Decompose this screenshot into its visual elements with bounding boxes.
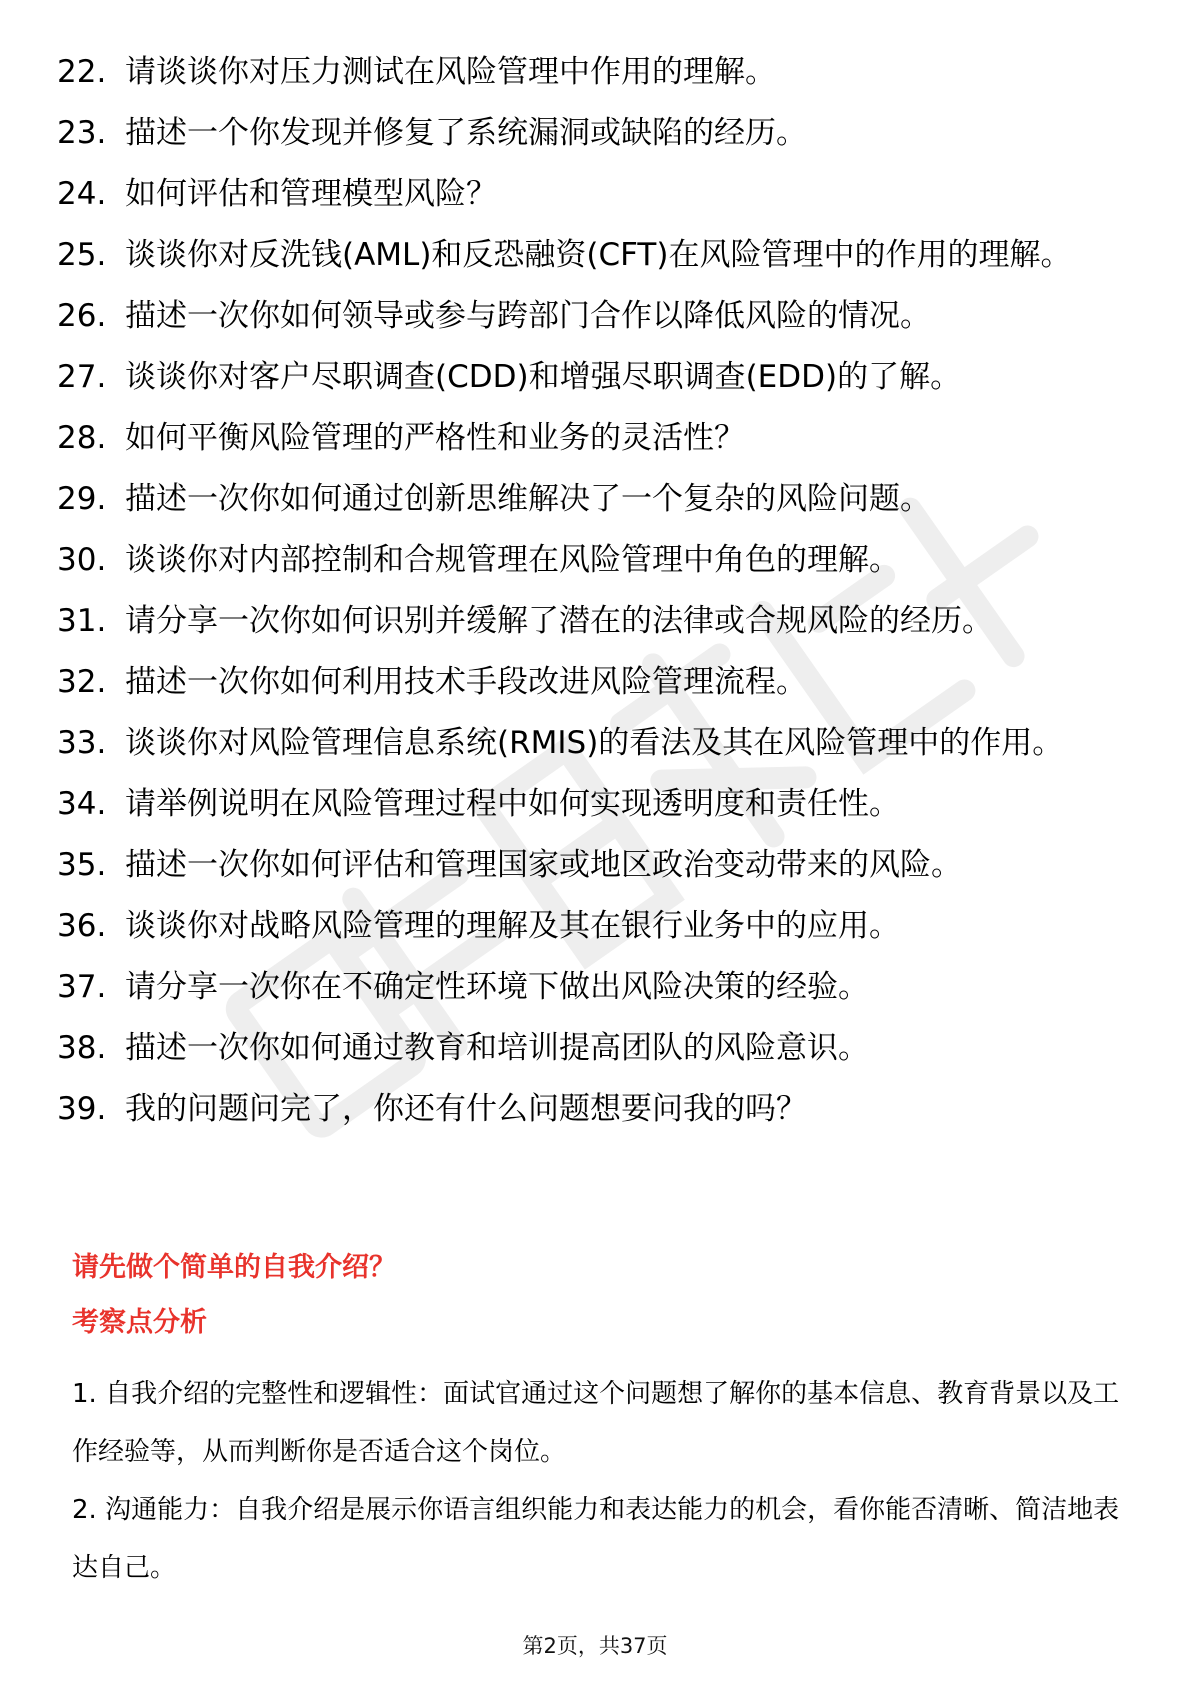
list-item [57, 723, 1127, 763]
question-number: 38. [57, 1030, 107, 1066]
question-number: 37. [57, 969, 107, 1005]
question-text: 谈谈你对反洗钱(AML)和反恐融资(CFT)在风险管理中的作用的理解。 [125, 237, 1072, 273]
question-text: 谈谈你对内部控制和合规管理在风险管理中角色的理解。 [125, 542, 900, 578]
question-text: 请分享一次你在不确定性环境下做出风险决策的经验。 [125, 969, 869, 1005]
analysis-point: 2. 沟通能力：自我介绍是展示你语言组织能力和表达能力的机会，看你能否清晰、简洁地表达自己。 [72, 1495, 1120, 1583]
analysis-point: 1. 自我介绍的完整性和逻辑性：面试官通过这个问题想了解你的基本信息、教育背景以及工作经验等，从而判断你是否适合这个岗位。 [72, 1379, 1120, 1467]
list-item [57, 662, 1127, 702]
question-number: 31. [57, 603, 107, 639]
question-text: 谈谈你对风险管理信息系统(RMIS)的看法及其在风险管理中的作用。 [125, 725, 1064, 761]
question-text: 描述一次你如何通过创新思维解决了一个复杂的风险问题。 [125, 481, 931, 517]
list-item [57, 967, 1127, 1007]
question-number: 28. [57, 420, 107, 456]
question-text: 如何平衡风险管理的严格性和业务的灵活性？ [125, 420, 745, 456]
list-item [57, 784, 1127, 824]
question-list [57, 52, 1127, 1150]
analysis-body [72, 1365, 1122, 1597]
question-number: 34. [57, 786, 107, 822]
question-text: 请举例说明在风险管理过程中如何实现透明度和责任性。 [125, 786, 900, 822]
question-heading: 请先做个简单的自我介绍？ [72, 1252, 396, 1283]
question-text: 如何评估和管理模型风险？ [125, 176, 497, 212]
list-item [57, 601, 1127, 641]
question-number: 26. [57, 298, 107, 334]
page-number: 第2页，共37页 [522, 1634, 668, 1658]
question-number: 25. [57, 237, 107, 273]
question-text: 描述一次你如何领导或参与跨部门合作以降低风险的情况。 [125, 298, 931, 334]
list-item [57, 1028, 1127, 1068]
question-number: 23. [57, 115, 107, 151]
question-text: 谈谈你对战略风险管理的理解及其在银行业务中的应用。 [125, 908, 900, 944]
question-number: 33. [57, 725, 107, 761]
question-text: 请谈谈你对压力测试在风险管理中作用的理解。 [125, 54, 776, 90]
question-number: 36. [57, 908, 107, 944]
question-text: 谈谈你对客户尽职调查(CDD)和增强尽职调查(EDD)的了解。 [125, 359, 962, 395]
question-number: 22. [57, 54, 107, 90]
list-item [57, 1089, 1127, 1129]
list-item [57, 418, 1127, 458]
question-text: 描述一次你如何利用技术手段改进风险管理流程。 [125, 664, 807, 700]
question-number: 32. [57, 664, 107, 700]
list-item [57, 357, 1127, 397]
question-number: 30. [57, 542, 107, 578]
question-number: 24. [57, 176, 107, 212]
list-item [57, 52, 1127, 92]
question-text: 描述一次你如何评估和管理国家或地区政治变动带来的风险。 [125, 847, 962, 883]
question-number: 39. [57, 1091, 107, 1127]
question-text: 描述一个你发现并修复了系统漏洞或缺陷的经历。 [125, 115, 807, 151]
list-item [57, 296, 1127, 336]
question-text: 我的问题问完了，你还有什么问题想要问我的吗？ [125, 1091, 807, 1127]
question-number: 27. [57, 359, 107, 395]
list-item [57, 174, 1127, 214]
list-item [57, 540, 1127, 580]
list-item [57, 906, 1127, 946]
question-number: 35. [57, 847, 107, 883]
question-number: 29. [57, 481, 107, 517]
list-item [57, 235, 1127, 275]
question-text: 请分享一次你如何识别并缓解了潜在的法律或合规风险的经历。 [125, 603, 993, 639]
list-item [57, 845, 1127, 885]
list-item [57, 113, 1127, 153]
list-item [57, 479, 1127, 519]
analysis-heading: 考察点分析 [72, 1307, 207, 1338]
question-text: 描述一次你如何通过教育和培训提高团队的风险意识。 [125, 1030, 869, 1066]
